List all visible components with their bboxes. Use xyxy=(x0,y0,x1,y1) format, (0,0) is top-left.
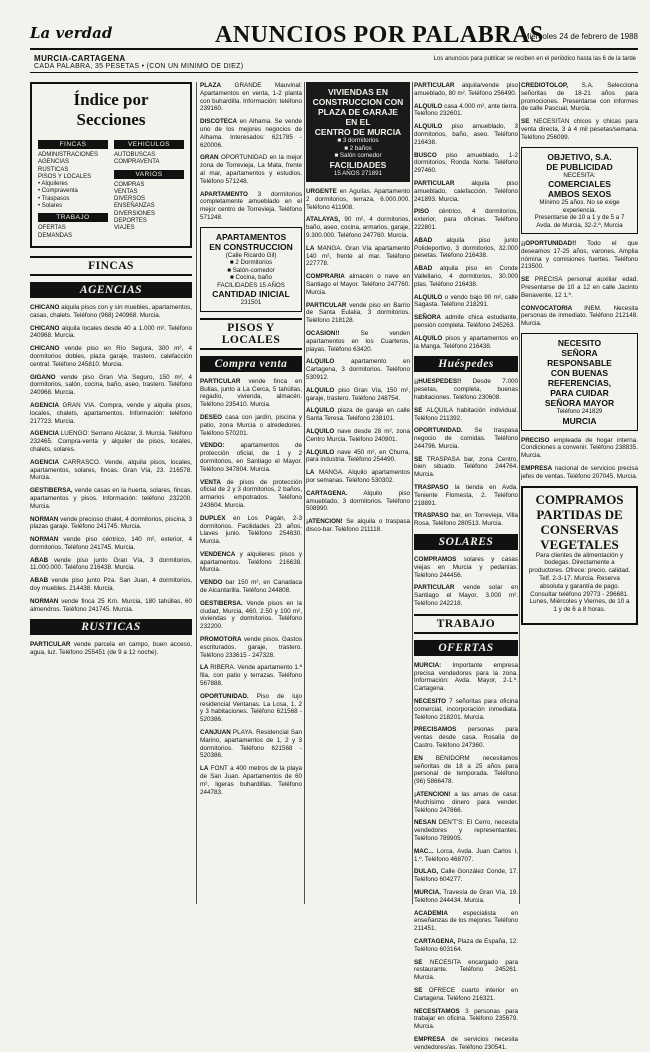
classified-ad: AGENCIA CARRASCO. Vende, alquila pisos, locales, apartamentos, solares, fincas. Gran Vía, 23. 216578. Murcia. xyxy=(30,458,192,482)
index-right xyxy=(114,137,184,240)
column-rule xyxy=(304,82,305,904)
boxed-ad-line: Mínimo 25 años. No se exige experiencia. xyxy=(539,199,620,214)
index-item: AUTOBUSCAS xyxy=(114,152,156,158)
ad-list xyxy=(30,304,192,614)
boxed-ad-viviendas xyxy=(306,82,410,182)
classified-ad: URGENTE en Aguilas. Apartamento 2 dormitorios, terraza, 6.000.000. Teléfono 411908. xyxy=(306,188,410,211)
boxed-ad-apartments xyxy=(200,227,302,312)
newspaper-logo: La verdad xyxy=(30,24,113,42)
column-5 xyxy=(521,82,638,904)
classified-ad: PLAZA GRANDE Mauvinal: Apartamentos en venta, 1-2 planta con buhardilla. Información: teléfono 239160. xyxy=(200,82,302,113)
boxed-ad-line: RESPONSABLE xyxy=(547,358,612,369)
classified-ad: OPORTUNIDAD. Piso de lujo residencial Ventanas. La Losa, 1, 2 y 3 habitaciones. Teléfono 621568 - 520386. xyxy=(200,692,302,724)
classified-ad: SE NECESITA encargado para restaurante. Teléfono 245261. Murcia. xyxy=(414,958,518,982)
column-2 xyxy=(200,82,302,904)
boxed-ad-line: ■ 2 Dormitorios xyxy=(229,259,273,267)
issue-date: Miércoles 24 de febrero de 1988 xyxy=(522,32,638,41)
ad-list xyxy=(200,82,302,222)
boxed-ad-line: EN CONSTRUCCION xyxy=(209,241,293,252)
classified-ad: LA FONT a 400 metros de la playa de San Juan. Apartamentos de 60 m², ligeras buhardillas. Teléfono 244783. xyxy=(200,765,302,796)
column-rule xyxy=(412,82,413,904)
index-item: • Alquileres xyxy=(38,181,68,188)
classified-ad: COMPRAMOS solares y casas viejas en Murcia y pedanías. Teléfono 244456. xyxy=(414,556,518,579)
column-1 xyxy=(30,82,192,904)
index-item: PISOS Y LOCALES xyxy=(38,173,92,180)
classified-ad: VENTA de pisos de protección oficial de 2 y 3 dormitorios, 2 baños, armarios empotrados. Teléfono 243604. Murcia. xyxy=(200,478,302,509)
classified-ad: CARTAGENA, Plaza de España, 12. Teléfono 603164. xyxy=(414,937,518,953)
classified-ad: VENDO: apartamentos de protección oficial, de 1 y 2 dormitorios, en Santiago el Mayor. Teléfono 347804. Murcia. xyxy=(200,442,302,473)
classified-ad: DISCOTECA en Alhama. Se vende uno de los mejores negocios de Alhama. Interesados: 621785 - 620006. xyxy=(200,118,302,149)
column-4 xyxy=(414,82,518,1051)
boxed-ad-line: CONSERVAS VEGETALES xyxy=(540,521,619,552)
boxed-ad-line: NECESITO xyxy=(557,338,602,349)
classified-ad: DUPLEX en Los Pagán, 2-3 dormitorios. Facilidades 23 años. Llaves junio. Teléfono 254630. Murcia. xyxy=(200,514,302,546)
classified-ad: ACADEMIA especialista en enseñanzas de los mejores. Teléfono 211451. xyxy=(414,909,518,933)
classified-ad: VENDO bar 150 m², en Canadaca de Alcantarilla. Teléfono 244808. xyxy=(200,579,302,595)
index-item: COMPRAVENTA xyxy=(114,159,160,166)
index-item: DIVERSIONES xyxy=(114,210,156,217)
column-3 xyxy=(306,82,410,904)
boxed-ad-line: OBJETIVO, S.A. xyxy=(547,151,612,162)
boxed-ad-objetivo xyxy=(521,147,638,235)
ad-list xyxy=(414,556,518,608)
classified-ad: PRECISO empleada de hogar interna. Condiciones a convenir. Teléfono 238835. Murcia. xyxy=(521,436,638,460)
classified-ad: PROMOTORA vende pisos. Gastos escriturados, garaje, trastero. Teléfono 233615 - 247328. xyxy=(200,636,302,659)
boxed-ad-line: SEÑORA MAYOR xyxy=(544,398,615,409)
boxed-ad-line: NECESITA: xyxy=(563,171,596,179)
classified-ad: CREDIOTOLOP, S.A. Selecciona señoritas de 18-21 años para promociones. Presentarse con informes de calle Pascual, Murcia. xyxy=(521,82,638,113)
classified-ad: COMPRARIA almacén o nave en Santiago el Mayor. Teléfono 247760. Murcia. xyxy=(306,273,410,296)
boxed-ad-line: FACILIDADES xyxy=(329,159,387,170)
ad-list xyxy=(30,641,192,657)
index-item: COMPRAS xyxy=(114,181,145,188)
boxed-ad-line: ■ 3 dormitorios xyxy=(337,137,379,144)
boxed-ad-line: CANTIDAD INICIAL xyxy=(212,289,290,300)
classified-ad: CANJUAN PLAYA. Residencial San Marino, apartamentos de 1, 2 y 3 dormitorios. Teléfono 621568 - 520386. xyxy=(200,729,302,760)
classified-ad: ALQUILO o vendo bajo 90 m², calle Sagasta. Teléfono 218291. xyxy=(414,293,518,309)
classified-ad: GRAN OPORTUNIDAD en la mejor zona de Torrevieja, La Mata, frente al mar, apartamentos y estudios. Teléfono 571248. xyxy=(200,154,302,185)
boxed-ad-line: EN EL xyxy=(345,117,371,127)
classified-ad: ALQUILO piso amueblado, 3 dormitorios, baño, aseo. Teléfono 216438. xyxy=(414,123,518,146)
classified-ad: DULAG, Calle González Conde, 17. Teléfono 604277. xyxy=(414,868,518,884)
index-item: VIAJES xyxy=(114,225,135,232)
column-rule xyxy=(196,82,197,904)
compramos-text: Para clientes de alimentación y bodegas. Directamente a productores. Ofrece: precio, calidad. Telf. 2-3-17. Murcia. Reserva absoluta y garantía de pago. Consultar teléfono 29773 - 296681. Lunes, Miércoles y Viernes, de 10 a 1 y de 6 a 8 horas. xyxy=(528,551,631,614)
boxed-ad-line: 15 AÑOS 271891 xyxy=(333,169,383,177)
boxed-ad-line: PLAZA DE GARAJE xyxy=(318,107,398,117)
classified-ad: GESTIBERSA. Vende pisos en la ciudad, Murcia, 460, 2.50 y 100 m², viviendas y dormitorios. Teléfono 232200. xyxy=(200,599,302,631)
section-heading-trabajo: TRABAJO xyxy=(414,614,518,634)
region-bar xyxy=(30,53,638,73)
classified-ad: DESEO casa con jardín, piscina y patio, zona Murcia o alrededores. Teléfono 570201. xyxy=(200,413,302,437)
classified-ad: CONVOCATORIA INEM. Necesita personas de inmediato. Teléfono 212148. Murcia. xyxy=(521,304,638,328)
boxed-ad-line: FACILIDADES 15 AÑOS xyxy=(217,281,285,289)
classified-ad: ABAB vende piso junto Pza. San Juan, 4 dormitorios, doy muebles. 214438. Murcia. xyxy=(30,577,192,593)
index-item: AGENCIAS xyxy=(38,159,70,166)
index-category-tag: FINCAS xyxy=(38,140,108,149)
boxed-ad-line: AMBOS SEXOS xyxy=(547,189,612,200)
classified-ad: CHICANO alquila pisos con y sin muebles, apartamentos, casas, chalets. Teléfono (968) 240968. Murcia. xyxy=(30,303,192,319)
boxed-ad-line: ■ 2 baños xyxy=(344,144,372,152)
classified-ad: LA MANGA. Alquilo apartamentos por semanas. Teléfono 530302. xyxy=(306,469,410,484)
classified-ad: GIGANO vende piso Gran Vía Seguro, 150 m², 4 dormitorios, salón, cocina, baño, aseo, trastero. Teléfono 240968. Murcia. xyxy=(30,373,192,397)
index-item: VENTAS xyxy=(114,188,138,195)
classified-ad: TRASPASO la tienda en Avda. Teniente Flomesta, 2. Teléfono 218891. xyxy=(414,484,518,507)
index-item: OFERTAS xyxy=(38,225,66,232)
ad-list xyxy=(414,82,518,350)
classified-ad: PARTICULAR vende finca en Bullas, junto a La Cerca, 5 tahúllas, regadío, vivienda, almacén. Teléfono 235410. Murcia. xyxy=(200,377,302,409)
classified-ad: ALQUILO pisos y apartamentos en la Manga. Teléfono 216438. xyxy=(414,334,518,350)
ad-list xyxy=(414,378,518,528)
boxed-ad-compramos xyxy=(521,486,638,625)
classified-ad: NORMAN vende piso céntrico, 140 m², exterior, 4 dormitorios. Teléfono 241745. Murcia. xyxy=(30,536,192,551)
classified-ad: SE PRECISA personal auxiliar edad. Presentarse de 10 a 12 en calle Jacinto Benavente, 12 1.º. xyxy=(521,276,638,299)
classified-ad: PARTICULAR alquila/vende piso amueblado, 80 m². Teléfono 256490. xyxy=(414,82,518,97)
boxed-ad-line: (Calle Ricardo Gil) xyxy=(225,251,277,259)
ad-list xyxy=(521,240,638,328)
classified-ad: EN BENIDORM necesitamos señoritas de 18 a 25 años para personal de temporada. Teléfono (96) 5866478. xyxy=(414,754,518,786)
classified-ad: ALQUILO nave desde 28 m², zona Centro Murcia. Teléfono 240901. xyxy=(306,427,410,443)
classified-ad: EMPRESA de servicios necesita vendedores/as. Teléfono 230541. xyxy=(414,1035,518,1051)
classified-ad: ALQUILO piso Gran Vía, 150 m², garaje, trastero. Teléfono 248754. xyxy=(306,386,410,402)
ad-list xyxy=(306,188,410,534)
index-item: • Solares xyxy=(38,203,63,210)
deadline-note: Los anuncios para publicar se reciben en el periódico hasta las 6 de la tarde xyxy=(433,56,636,62)
boxed-ad-line: VIVIENDAS EN xyxy=(328,87,388,97)
boxed-ad-line: MURCIA xyxy=(562,415,597,426)
classified-ad: NORMAN vende finca 25 Km. Murcia, 180 tahúllas, 60 almendros. Teléfono 241745. Murcia. xyxy=(30,597,192,613)
classified-ad: NECESITO 7 señoritas para oficina comercial, incorporación inmediata. Teléfono 218201. Murcia. xyxy=(414,698,518,721)
classified-ad: AGENCIA GRAN VIA. Compra, vende y alquila pisos, locales, chalets, apartamentos. Información: teléfono 217723. Murcia. xyxy=(30,401,192,425)
index-category-tag: VARIOS xyxy=(114,170,184,179)
index-item: DEMANDAS xyxy=(38,232,73,239)
section-heading-rusticas: RUSTICAS xyxy=(30,619,192,635)
index-item: ENSEÑANZAS xyxy=(114,203,155,210)
boxed-ad-senora xyxy=(521,333,638,431)
classified-ad: EMPRESA nacional de servicios precisa jefes de ventas. Teléfono 207045. Murcia. xyxy=(521,464,638,480)
classified-ad: MURCIA: Importante empresa precisa vendedores para la zona. Información: Avda. Mayor, 2-1.º. Cartagena. xyxy=(414,661,518,693)
index-left xyxy=(38,137,108,240)
section-heading-solares: SOLARES xyxy=(414,534,518,550)
ad-list xyxy=(200,378,302,797)
index-title: Índice por Secciones xyxy=(73,90,149,129)
boxed-ad-line: COMPRAMOS PARTIDAS DE xyxy=(535,491,624,522)
classified-ad: PISO céntrico, 4 dormitorios, exterior, para oficinas. Teléfono 222801. xyxy=(414,208,518,231)
classified-ad: NESAN DEN'T'S: El Cerro, necesita vendedores y representantes. Teléfono 789905. xyxy=(414,819,518,842)
boxed-ad-line: APARTAMENTOS xyxy=(215,231,287,242)
price-line: CADA PALABRA, 35 PESETAS • (CON UN MINIMO DE DIEZ) xyxy=(34,63,244,70)
index-item: DIVERSOS xyxy=(114,196,146,203)
classified-ad: SEÑORA admite chica estudiante, pensión completa. Teléfono 245263. xyxy=(414,314,518,329)
boxed-ad-line: DE PUBLICIDAD xyxy=(546,161,613,172)
classified-ad: SE TRASPASA bar, zona Centro, bien situado. Teléfono 244764. Murcia. xyxy=(414,455,518,479)
boxed-ad-line: ■ Salón-comedor xyxy=(227,266,275,274)
classified-ad: ABAD alquila piso en Conde Vallellano, 4 dormitorios, 30.000 ptas. Teléfono 216438. xyxy=(414,265,518,288)
classified-ad: ABAD alquila piso junto Polideportivo, 3 dormitorios, 32.000 pesetas. Teléfono 216438. xyxy=(414,236,518,260)
index-item: RUSTICAS xyxy=(38,166,69,173)
index-item: • Traspasos xyxy=(38,195,70,202)
boxed-ad-line: REFERENCIAS, xyxy=(547,378,612,389)
region-label: MURCIA-CARTAGENA xyxy=(34,54,126,63)
classified-ad: ¡ATENCION! Se alquila o traspasa disco-bar. Teléfono 211118. xyxy=(306,518,410,533)
boxed-ad-line: PARA CUIDAR xyxy=(550,388,609,399)
classified-ad: SE ALQUILA habitación individual. Teléfono 211392. xyxy=(414,406,518,422)
boxed-ad-line: CONSTRUCCION CON xyxy=(312,97,404,107)
boxed-ad-line: COMERCIALES xyxy=(548,179,611,190)
classified-ad: ATALAYAS, 90 m², 4 dormitorios, baño, aseo, cocina, armarios, garaje, 9.300.000. Teléfono 247760. Murcia. xyxy=(306,216,410,239)
section-heading-ofertas: OFERTAS xyxy=(414,640,518,656)
boxed-ad-line: ■ Salón comedor xyxy=(334,152,382,159)
index-category-tag: VEHICULOS xyxy=(114,140,184,149)
index-item: DEPORTES xyxy=(114,218,147,225)
classified-ad: ALQUILO casa 4.000 m², ante tierra. Teléfono 232601. xyxy=(414,102,518,118)
index-list xyxy=(114,152,184,167)
boxed-ad-line: Avda. de Murcia, 32-2.ª, Murcia xyxy=(536,221,623,229)
section-heading-pisos: PISOS Y LOCALES xyxy=(200,318,302,350)
classified-ad: CHICANO alquila locales desde 40 a 1.000 m². Teléfono 240968. Murcia. xyxy=(30,324,192,340)
classified-ad: GESTIBERSA, vende casas en la huerta, solares, fincas, apartamentos y pisos. Información: teléfono 232200. Murcia. xyxy=(30,487,192,510)
masthead xyxy=(30,22,638,50)
boxed-ad-line: ■ Cocina, baño xyxy=(230,274,272,282)
classified-ad: MURCIA, Travesía de Gran Vía, 19. Teléfono 244434. Murcia. xyxy=(414,888,518,904)
classified-ad: ¡¡OPORTUNIDAD!! Todo el que deseamos 17-25 años, varones, Amplia nómina y comisiones fuertes. Teléfono 213500. xyxy=(521,240,638,271)
column-rule xyxy=(519,82,520,904)
classified-ad: LA MANGA. Gran Vía apartamento 140 m², frente al mar. Teléfono 227778. xyxy=(306,244,410,268)
section-heading-fincas: FINCAS xyxy=(30,256,192,276)
classified-ad: VENDENCA y alquileres: pisos y apartamentos. Teléfono 216638. Murcia. xyxy=(200,550,302,574)
classified-ad: PRECISAMOS personas para ventas desde casa. Rosalía de Castro. Teléfono 247360. xyxy=(414,726,518,750)
classified-ad: CHICANO vende piso en Río Segura, 300 m², 4 dormitorios dobles, plaza garaje, trastero, calefacción central. Teléfono 245810. Murcia. xyxy=(30,345,192,368)
classified-ad: APARTAMENTO 3 dormitorios completamente amueblado en el mejor centro de Torrevieja. Teléfono 571248. xyxy=(200,190,302,221)
index-item: ADMINISTRACIONES xyxy=(38,152,99,158)
classified-ad: ABAB vende piso junto Gran Vía, 3 dormitorios, 11.000.000. Teléfono 216438. Murcia. xyxy=(30,556,192,572)
section-heading-compraventa: Compra venta xyxy=(200,356,302,372)
index-list xyxy=(38,152,108,210)
classified-ad: CARTAGENA. Alquilo piso amueblado, 3 dormitorios. Teléfono 508990. xyxy=(306,489,410,513)
classified-ad: MAC... Lorca, Avda. Juan Carlos I, 1.º. Teléfono 468707. xyxy=(414,847,518,863)
classified-ad: ALQUILO nave 450 m², en Churra, para industria. Teléfono 254490. xyxy=(306,448,410,464)
classified-ad: PARTICULAR alquila piso amueblado, calefacción. Teléfono 241893. Murcia. xyxy=(414,179,518,203)
classified-ad: BUSCO piso amueblado, 1-2 dormitorios, Ronda Norte. Teléfono 297460. xyxy=(414,151,518,175)
classified-ad: SE NECESITAN chicos y chicas para venta directa, 3 á 4 mil pesetas/semana. Teléfono 256099. xyxy=(521,118,638,141)
boxed-ad-line: CENTRO DE MURCIA xyxy=(314,127,402,137)
section-heading-huespedes: Huéspedes xyxy=(414,356,518,372)
classified-ad: PARTICULAR vende piso en Barrio de Santa Eulalia, 3 dormitorios. Teléfono 218128. xyxy=(306,301,410,325)
page-title: ANUNCIOS POR PALABRAS xyxy=(215,22,544,48)
classified-ad: ALQUILO apartamento en Cartagena, 3 dormitorios. Teléfono 530912. xyxy=(306,358,410,381)
classified-ad: ¡ATENCION! a las amas de casa: Muchísimo dinero para vender. Teléfono 247866. xyxy=(414,791,518,814)
index-category-tag: TRABAJO xyxy=(38,213,108,222)
index-list xyxy=(38,225,108,240)
boxed-ad-line: 231501 xyxy=(240,299,262,307)
column-4b-ads xyxy=(414,698,518,1051)
ad-list xyxy=(521,82,638,142)
classified-ad: PARTICULAR vende parcela en campo, buen acceso, agua, luz. Teléfono 255451 (de 9 a 12 noche). xyxy=(30,641,192,657)
ad-list xyxy=(521,437,638,481)
classified-ad: AGENCIA LUENGO: Serrano Alcázar, 3. Murcia. Teléfono 232465. Compra-venta y alquiler de pisos, locales, chalets, solares. xyxy=(30,430,192,453)
boxed-ad-line: CON BUENAS xyxy=(550,368,609,379)
classified-ad: LA RIBERA. Vende apartamento 1.ª fila, con patio y terrazas. Teléfono 567888. xyxy=(200,664,302,688)
index-item: • Compraventa xyxy=(38,188,78,195)
classified-ad: OPORTUNIDAD. Se traspasa negocio de comidas. Teléfono 244796. Murcia. xyxy=(414,427,518,450)
classified-ad: OCASION!! Se venden apartamentos en los Cuarteros, playas. Teléfono 63420. xyxy=(306,329,410,353)
classified-ad: ¡¡HUESPEDES!! Desde 7.000 pesetas, completa, buenas habitaciones. Teléfono 230608. xyxy=(414,378,518,401)
classified-ad: SE OFRECE cuarto interior en Cartagena. Teléfono 216321. xyxy=(414,986,518,1002)
section-index xyxy=(30,82,192,248)
classified-ad: NECESITAMOS 3 personas para trabajar en oficina. Teléfono 235679. Murcia. xyxy=(414,1007,518,1031)
classified-ad: TRASPASO bar, en Torrevieja, Villa Rosa. Teléfono 280513. Murcia. xyxy=(414,512,518,528)
ad-list xyxy=(414,662,518,693)
boxed-ad-line: Presentarse de 10 a 1 y de 5 a 7 xyxy=(534,214,625,222)
boxed-ad-line: SEÑORA xyxy=(561,348,598,359)
index-list xyxy=(114,182,184,233)
classified-ad: NORMAN vende precioso chalet, 4 dormitorios, piscina, 3 plazas garaje. Teléfono 241745. Murcia. xyxy=(30,515,192,531)
section-heading-agencias: AGENCIAS xyxy=(30,282,192,298)
boxed-ad-line: Teléfono 241829 xyxy=(556,408,603,416)
classified-ad: ALQUILO plaza de garaje en calle Santa Teresa. Teléfono 238101. xyxy=(306,407,410,423)
classified-ad: PARTICULAR vende solar en Santiago el Mayor, 3.000 m². Teléfono 242218. xyxy=(414,584,518,608)
